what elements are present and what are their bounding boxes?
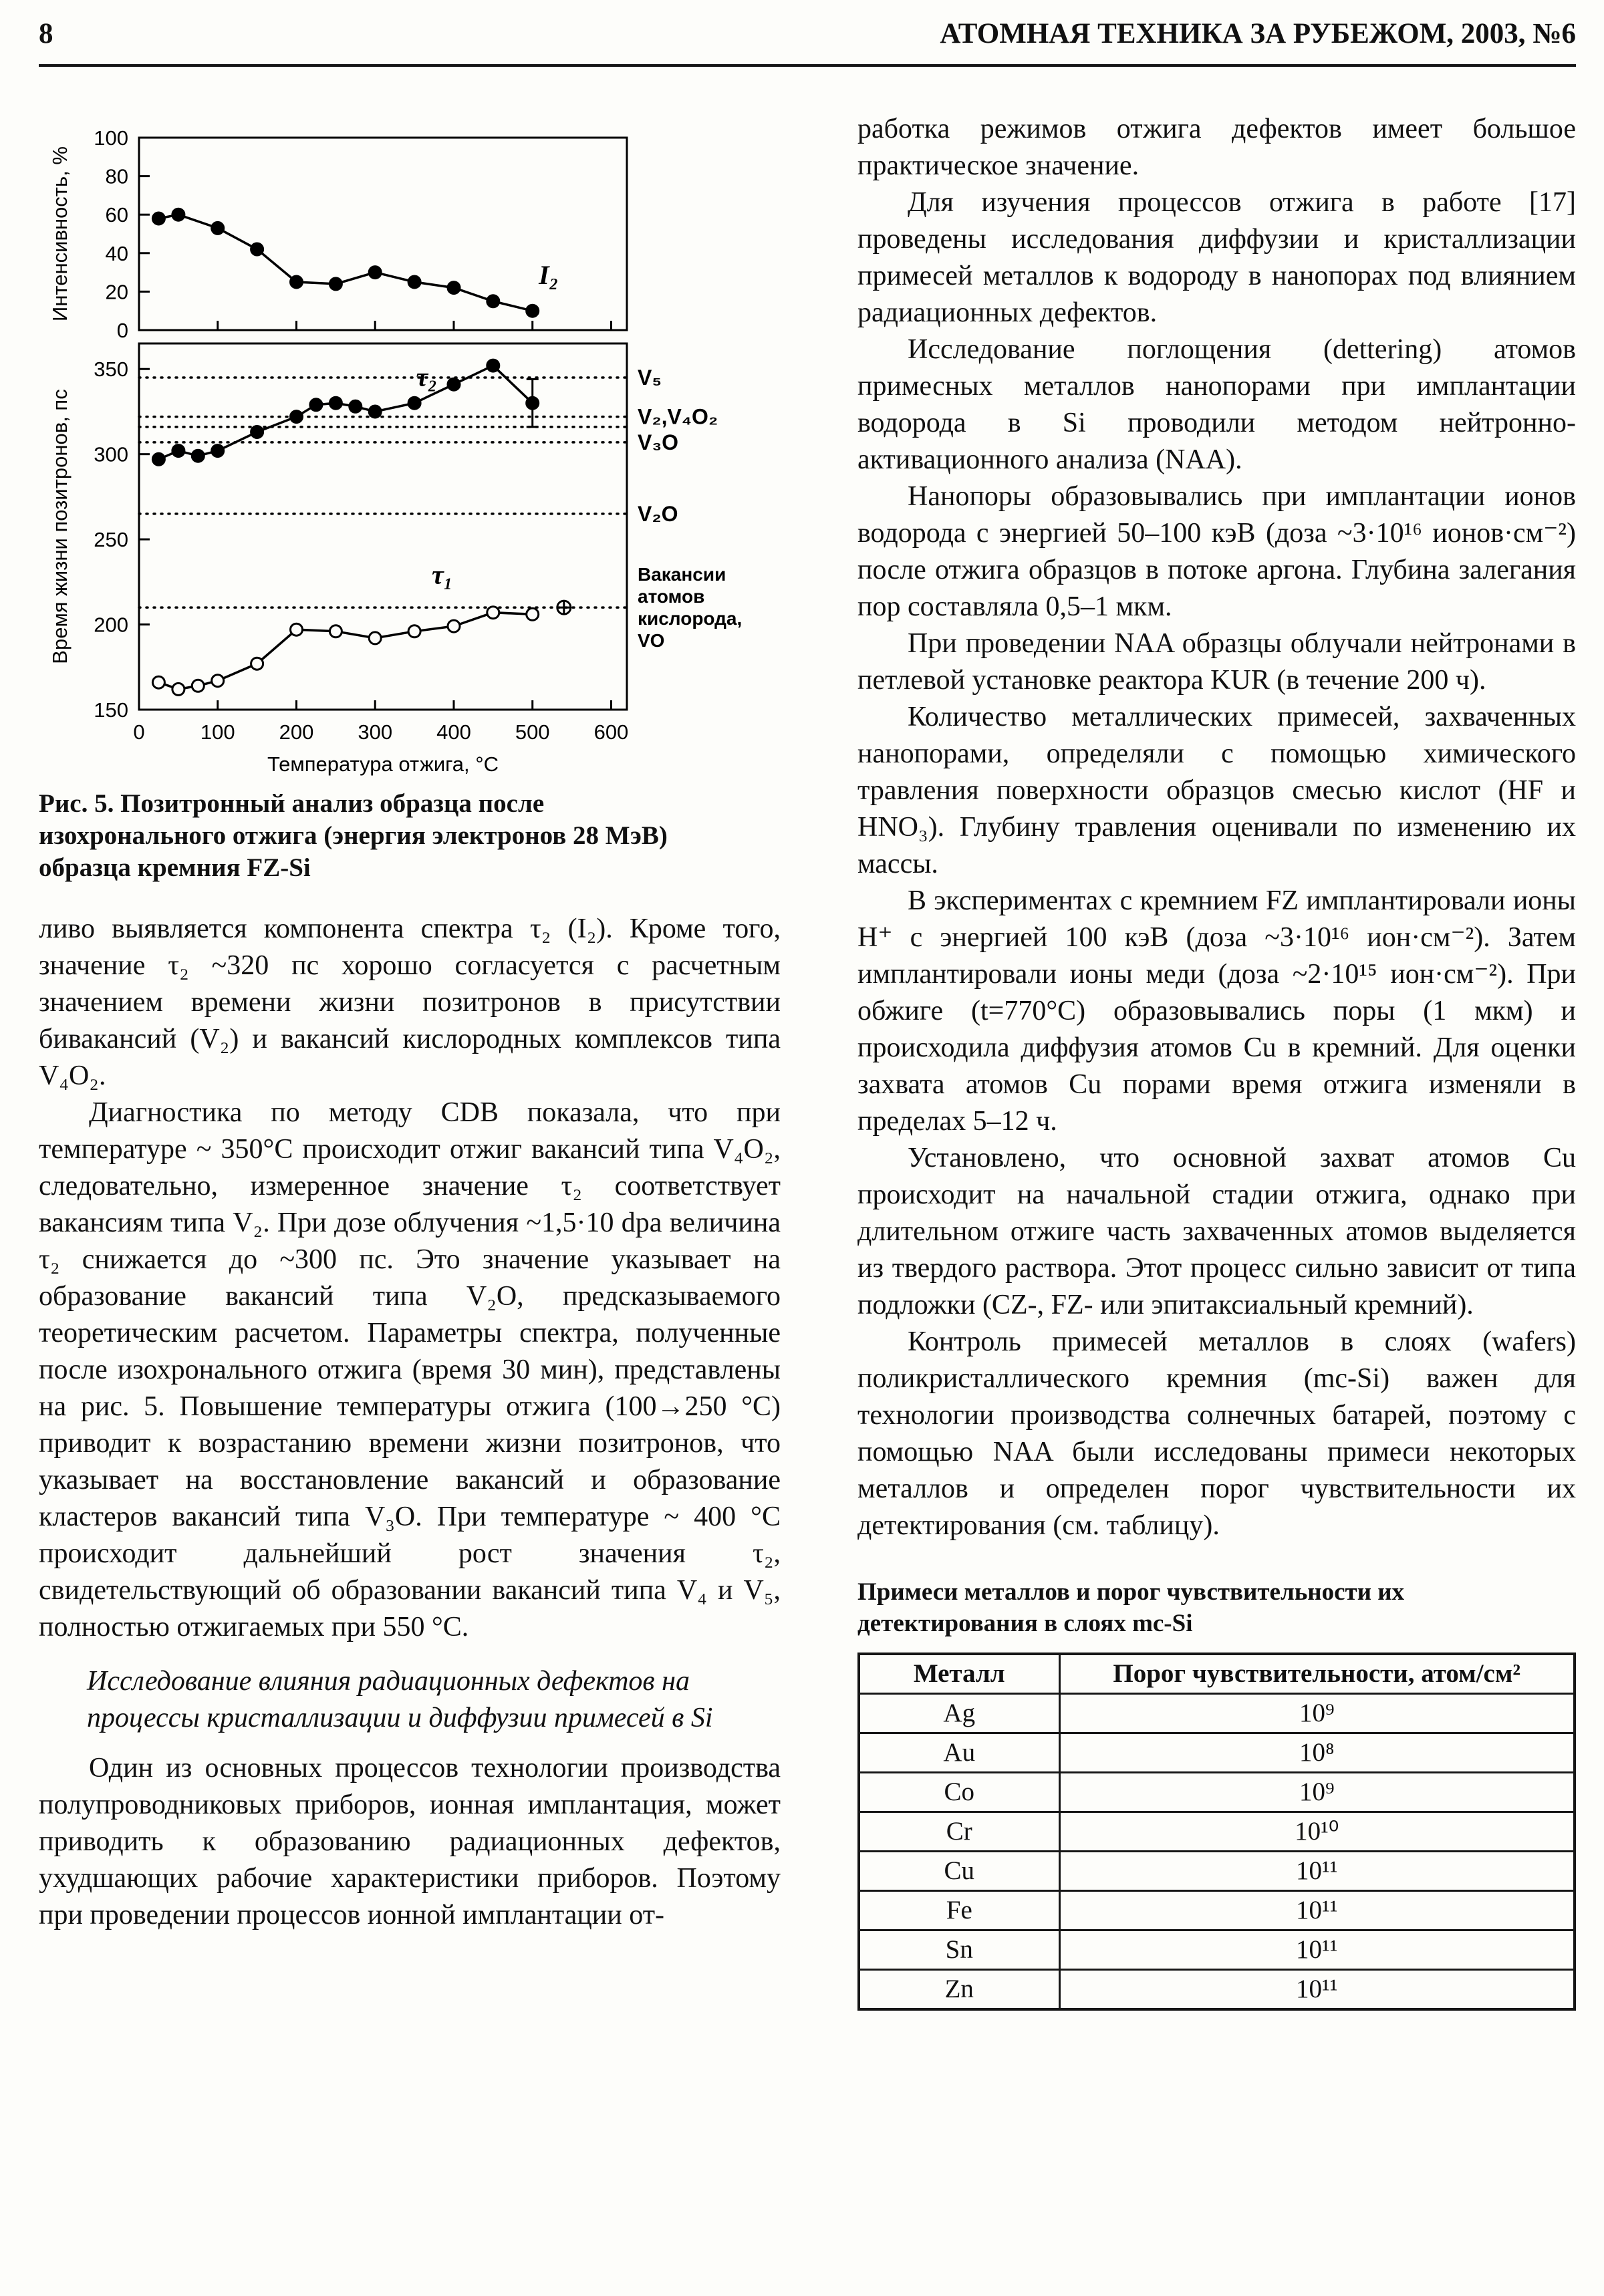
table-cell: Co: [859, 1773, 1059, 1812]
table-row: [859, 1812, 1575, 1852]
impurity-table: [857, 1653, 1576, 2011]
data-point: [172, 208, 184, 221]
reference-label: Вакансии: [638, 564, 726, 585]
data-point: [527, 608, 539, 620]
paragraph: При проведении NAA образцы облучали нейтронами в петлевой установке реактора KUR (в течение 200 ч).: [857, 628, 1576, 696]
data-point: [172, 445, 184, 457]
y-tick-label: 200: [94, 613, 128, 637]
table-cell: Fe: [859, 1891, 1059, 1930]
header-rule: [39, 64, 1576, 67]
x-tick-label: 300: [358, 720, 393, 744]
y-tick-label: 350: [94, 357, 128, 382]
y-tick-label: 250: [94, 528, 128, 552]
table-cell: Cr: [859, 1812, 1059, 1852]
data-point: [291, 411, 303, 423]
data-point: [212, 445, 224, 457]
x-tick-label: 500: [515, 720, 550, 744]
table-cell: 10¹¹: [1059, 1970, 1575, 2010]
table-cell: Ag: [859, 1694, 1059, 1733]
y-axis-title: Время жизни позитронов, пс: [48, 389, 72, 664]
table-cell: 10¹¹: [1059, 1930, 1575, 1970]
table-row: [859, 1852, 1575, 1891]
x-tick-label: 100: [200, 720, 235, 744]
data-point: [487, 607, 499, 619]
x-tick-label: 0: [133, 720, 145, 744]
data-point: [369, 406, 381, 418]
data-point: [487, 360, 499, 372]
data-point: [251, 658, 263, 670]
paragraph: ливо выявляется компонента спектра τ₂ (I₂). Кроме того, значение τ₂ ~320 пс хорошо согласуется с расчетным значением времени жизни позитронов в присутствии бивакансий (V₂) и вакансий кислородных комплексов типа V₄O₂.: [39, 913, 781, 1091]
data-point: [408, 397, 420, 409]
table-header-row: [859, 1654, 1575, 1694]
series-label: I₂: [539, 259, 559, 290]
paragraph: Количество металлических примесей, захваченных нанопорами, определяли с помощью химического травления поверхности образцов смесью кислот (HF и HNO₃). Глубину травления оценивали по изменению их массы.: [857, 702, 1576, 879]
page-number: 8: [39, 18, 53, 49]
table-caption: Примеси металлов и порог чувствительности их детектирования в слоях mc-Si: [857, 1578, 1405, 1637]
data-point: [369, 632, 381, 644]
data-point: [192, 680, 204, 692]
data-point: [291, 276, 303, 288]
table-header-cell: Порог чувствительности, атом/см²: [1059, 1654, 1575, 1694]
left-column: [39, 94, 781, 2011]
table-row: [859, 1733, 1575, 1773]
x-tick-label: 200: [279, 720, 314, 744]
paragraph: Один из основных процессов технологии производства полупроводниковых приборов, ионная имплантация, может приводить к образованию радиационных дефектов, ухудшающих рабочие характеристики приборов. Поэтому при проведении процессов ионной имплантации от-: [39, 1753, 781, 1930]
table-row: [859, 1773, 1575, 1812]
content-columns: [39, 94, 1576, 2011]
paragraph: Для изучения процессов отжига в работе [17] проведены исследования диффузии и кристаллизации примесей металлов к водороду в нанопорах под влиянием радиационных дефектов.: [857, 187, 1576, 328]
table-cell: 10⁹: [1059, 1694, 1575, 1733]
table-cell: Zn: [859, 1970, 1059, 2010]
figure-caption: Рис. 5. Позитронный анализ образца после изохронального отжига (энергия электронов 28 МэВ) образца кремния FZ-Si: [39, 789, 668, 882]
panel-frame: [139, 138, 627, 330]
page-header: [39, 17, 1576, 50]
table-cell: Cu: [859, 1852, 1059, 1891]
data-point: [329, 397, 342, 409]
panel-frame: [139, 343, 627, 710]
reference-label: V₂,V₄O₂: [638, 404, 718, 429]
reference-label: V₂O: [638, 501, 678, 526]
reference-label: кислорода,: [638, 608, 743, 629]
table-header-cell: Металл: [859, 1654, 1059, 1694]
table-cell: 10¹¹: [1059, 1852, 1575, 1891]
data-point: [329, 625, 342, 637]
reference-label: V₃O: [638, 430, 679, 454]
table-row: [859, 1970, 1575, 2010]
section-heading: Исследование влияния радиационных дефектов на процессы кристаллизации и диффузии примесей в Si: [87, 1666, 713, 1733]
y-tick-label: 300: [94, 442, 128, 466]
x-tick-label: 400: [436, 720, 471, 744]
paragraph: Исследование поглощения (dettering) атомов примесных металлов нанопорами при имплантации водорода в Si проводили методом нейтронно-активационного анализа (NAA).: [857, 334, 1576, 475]
paragraph: Контроль примесей металлов в слоях (wafers) поликристаллического кремния (mc-Si) важен для технологии производства солнечных батарей, поэтому с помощью NAA были исследованы примеси некоторых металлов и определен порог чувствительности их детектирования (см. таблицу).: [857, 1326, 1576, 1541]
data-point: [212, 675, 224, 687]
y-tick-label: 150: [94, 698, 128, 722]
left-column-text: [39, 911, 781, 1934]
paragraph: Нанопоры образовывались при имплантации ионов водорода с энергией 50–100 кэВ (доза ~3·10¹⁶ ионов·см⁻²) после отжига образцов в потоке аргона. Глубина залегания пор составляла 0,5–1 мкм.: [857, 481, 1576, 622]
data-point: [192, 450, 204, 462]
data-point: [527, 305, 539, 317]
data-point: [329, 278, 342, 290]
y-tick-label: 80: [105, 164, 128, 188]
x-tick-label: 600: [593, 720, 629, 744]
y-tick-label: 60: [105, 203, 128, 227]
table-cell: 10¹¹: [1059, 1891, 1575, 1930]
data-point: [448, 282, 460, 294]
data-point: [369, 267, 381, 279]
positron-lifetime-chart: [39, 110, 781, 781]
data-point: [350, 400, 362, 412]
series-label: τ₁: [432, 559, 453, 590]
data-point: [152, 212, 164, 225]
data-point: [310, 399, 322, 411]
reference-label: атомов: [638, 586, 705, 607]
reference-label: V₅: [638, 365, 662, 390]
reference-label: VO: [638, 630, 665, 652]
right-column: [857, 94, 1576, 2011]
y-tick-label: 0: [116, 319, 128, 342]
data-point: [291, 623, 303, 635]
data-point: [408, 276, 420, 288]
paragraph: Установлено, что основной захват атомов Cu происходит на начальной стадии отжига, однако при длительном отжиге часть захваченных атомов выделяется из твердого раствора. Этот процесс сильно зависит от типа подложки (CZ-, FZ- или эпитаксиальный кремний).: [857, 1143, 1576, 1320]
right-column-text: [857, 111, 1576, 1544]
y-tick-label: 40: [105, 241, 128, 265]
table-cell: 10¹⁰: [1059, 1812, 1575, 1852]
table-cell: 10⁸: [1059, 1733, 1575, 1773]
data-point: [172, 683, 184, 695]
data-point: [152, 453, 164, 465]
journal-title: АТОМНАЯ ТЕХНИКА ЗА РУБЕЖОМ, 2003, №6: [940, 18, 1576, 49]
table-row: [859, 1930, 1575, 1970]
table-cell: Au: [859, 1733, 1059, 1773]
data-point: [448, 620, 460, 632]
data-point: [527, 397, 539, 409]
x-axis-title: Температура отжига, °С: [267, 752, 499, 776]
data-point: [152, 676, 164, 688]
y-axis-title: Интенсивность, %: [48, 146, 72, 321]
table-row: [859, 1891, 1575, 1930]
paragraph: Диагностика по методу CDB показала, что при температуре ~ 350°С происходит отжиг вакансий типа V₄O₂, следовательно, измеренное значение τ₂ соответствует вакансиям типа V₂. При дозе облучения ~1,5·10 dpa величина τ₂ снижается до ~300 пс. Это значение указывает на образование вакансий типа V₂O, предсказываемого теоретическим расчетом. Параметры спектра, полученные после изохронального отжига (время 30 мин), представлены на рис. 5. Повышение температуры отжига (100→250 °С) приводит к возрастанию времени жизни позитронов, что указывает на восстановление вакансий и образование кластеров вакансий типа V₃O. При температуре ~ 400 °С происходит дальнейший рост значения τ₂, свидетельствующий об образовании вакансий типа V₄ и V₅, полностью отжигаемых при 550 °С.: [39, 1097, 781, 1642]
table-cell: Sn: [859, 1930, 1059, 1970]
data-point: [212, 222, 224, 234]
table-row: [859, 1694, 1575, 1733]
data-point: [408, 625, 420, 637]
series-label: τ₂: [416, 362, 438, 392]
figure-5: [39, 110, 781, 884]
data-point: [251, 243, 263, 255]
data-point: [448, 378, 460, 390]
paragraph: работка режимов отжига дефектов имеет большое практическое значение.: [857, 114, 1576, 181]
table-body: [859, 1694, 1575, 2010]
data-point: [251, 426, 263, 438]
data-point: [487, 295, 499, 307]
y-tick-label: 100: [94, 126, 128, 150]
table-cell: 10⁹: [1059, 1773, 1575, 1812]
paragraph: В экспериментах с кремнием FZ имплантировали ионы H⁺ с энергией 100 кэВ (доза ~3·10¹⁶ ион·см⁻²). Затем имплантировали ионы меди (доза ~2·10¹⁵ ион·см⁻²). При обжиге (t=770°С) образовывались поры (1 мкм) и происходила диффузия атомов Cu в кремний. Для оценки захвата атомов Cu порами время отжига изменяли в пределах 5–12 ч.: [857, 885, 1576, 1137]
y-tick-label: 20: [105, 280, 128, 304]
